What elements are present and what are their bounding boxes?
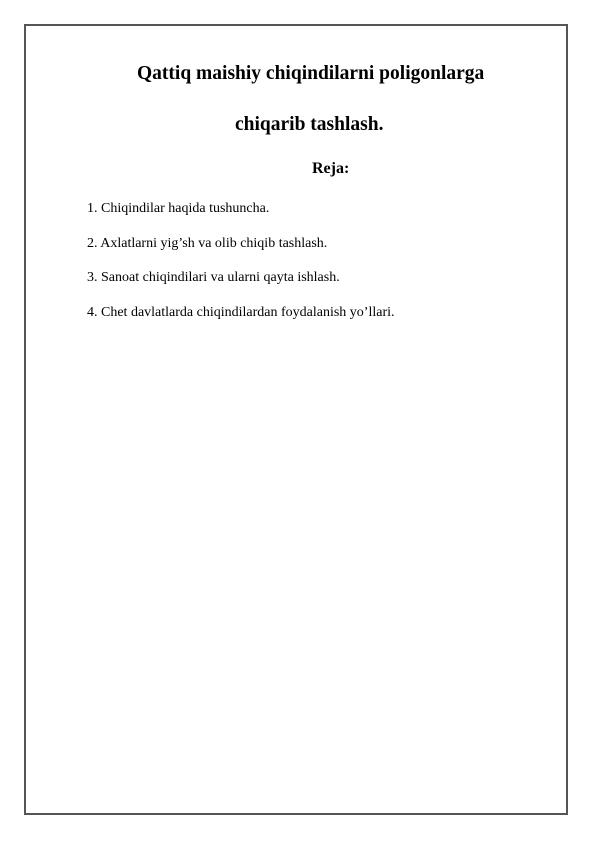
document-title-line-2: chiqarib tashlash. [235,114,384,135]
plan-item-2: 2. Axlatlarni yig’sh va olib chiqib tashlash. [87,235,328,251]
plan-list [87,202,395,340]
plan-heading: Reja: [312,160,350,177]
plan-item-3: 3. Sanoat chiqindilari va ularni qayta ishlash. [87,270,340,285]
plan-item-4: 4. Chet davlatlarda chiqindilardan foydalanish yo’llari. [87,304,395,320]
page-border [24,24,568,815]
document-title-line-1: Qattiq maishiy chiqindilarni poligonlarga [137,63,485,84]
plan-item-1: 1. Chiqindilar haqida tushuncha. [87,201,270,216]
